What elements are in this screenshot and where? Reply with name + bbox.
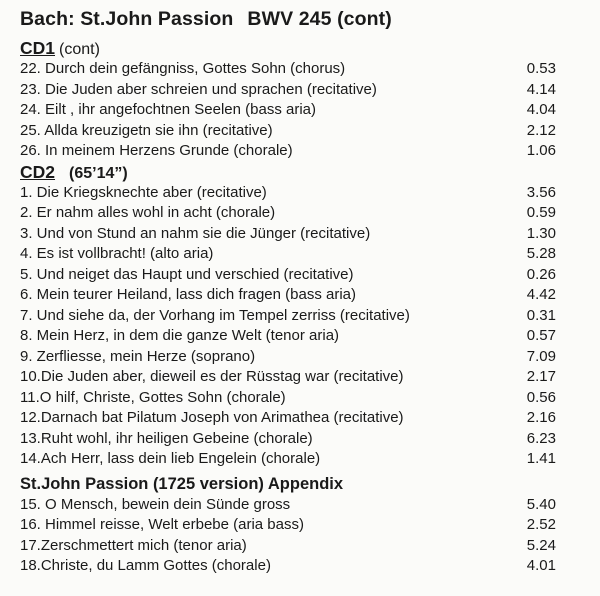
track-duration: 1.06 — [526, 142, 556, 159]
track-duration: 2.16 — [526, 409, 556, 426]
track-title: 3. Und von Stund an nahm sie die Jünger (recitative) — [20, 224, 371, 242]
track-duration: 7.09 — [526, 347, 556, 365]
track-row — [20, 449, 556, 470]
cd1-heading — [20, 38, 556, 59]
track-row — [20, 429, 556, 450]
track-row — [20, 244, 556, 265]
track-duration: 2.12 — [526, 121, 556, 139]
track-title: 9. Zerfliesse, mein Herze (soprano) — [20, 347, 256, 365]
track-title: 18.Christe, du Lamm Gottes (chorale) — [20, 557, 271, 574]
track-duration: 1.41 — [526, 450, 556, 467]
track-row — [20, 183, 556, 204]
title-text: Bach: St.John Passion — [20, 8, 234, 30]
track-title: 24. Eilt , ihr angefochtnen Seelen (bass aria) — [20, 101, 317, 118]
cd2-track-list — [20, 183, 556, 470]
track-duration: 4.04 — [526, 101, 556, 118]
track-title: 12.Darnach bat Pilatum Joseph von Arimathea (recitative) — [20, 409, 404, 426]
track-row — [20, 515, 556, 536]
track-duration: 5.28 — [526, 245, 556, 262]
track-duration: 4.42 — [526, 286, 556, 303]
track-row — [20, 59, 556, 80]
track-row — [20, 80, 556, 101]
track-title: 22. Durch dein gefängniss, Gottes Sohn (chorus) — [20, 60, 346, 77]
track-row — [20, 141, 556, 162]
track-row — [20, 100, 556, 121]
track-title: 17.Zerschmettert mich (tenor aria) — [20, 536, 247, 554]
track-duration: 0.26 — [526, 265, 556, 283]
track-title: 2. Er nahm alles wohl in acht (chorale) — [20, 204, 276, 221]
cd2-label: CD2 — [20, 161, 56, 182]
track-row — [20, 265, 556, 286]
track-row — [20, 495, 556, 516]
track-title: 10.Die Juden aber, dieweil es der Rüsstag war (recitative) — [20, 368, 404, 385]
track-duration: 1.30 — [526, 224, 556, 242]
track-title: 7. Und siehe da, der Vorhang im Tempel zerriss (recitative) — [20, 306, 410, 324]
appendix-heading: St.John Passion (1725 version) Appendix — [20, 474, 344, 493]
track-title: 13.Ruht wohl, ihr heiligen Gebeine (chorale) — [20, 429, 313, 447]
track-duration: 5.24 — [526, 536, 556, 554]
track-duration: 4.01 — [526, 557, 556, 574]
track-title: 14.Ach Herr, lass dein lieb Engelein (chorale) — [20, 450, 321, 467]
cd1-label: CD1 — [20, 38, 56, 58]
track-duration: 0.59 — [526, 204, 556, 221]
track-title: 25. Allda kreuzigetn sie ihn (recitative) — [20, 121, 273, 139]
track-duration: 0.31 — [526, 306, 556, 324]
track-duration: 4.14 — [526, 80, 556, 98]
track-row — [20, 536, 556, 557]
cd2-subtitle: (65’14”) — [69, 164, 128, 182]
track-duration: 0.57 — [526, 327, 556, 344]
cd1-track-list — [20, 59, 556, 162]
cd1-subtitle: (cont) — [59, 41, 100, 58]
track-duration: 0.56 — [526, 388, 556, 406]
track-title: 4. Es ist vollbracht! (alto aria) — [20, 245, 214, 262]
track-title: 6. Mein teurer Heiland, lass dich fragen (bass aria) — [20, 286, 356, 303]
track-row — [20, 347, 556, 368]
track-title: 26. In meinem Herzens Grunde (chorale) — [20, 142, 293, 159]
page-title — [20, 6, 556, 32]
track-row — [20, 326, 556, 347]
track-row — [20, 203, 556, 224]
track-duration: 2.17 — [526, 368, 556, 385]
track-row — [20, 224, 556, 245]
cd2-heading — [20, 162, 556, 183]
track-duration: 2.52 — [526, 516, 556, 533]
title-bwv: BWV 245 (cont) — [247, 8, 392, 30]
track-title: 15. O Mensch, bewein dein Sünde gross — [20, 495, 291, 513]
track-duration: 5.40 — [526, 495, 556, 513]
track-row — [20, 367, 556, 388]
track-title: 1. Die Kriegsknechte aber (recitative) — [20, 183, 267, 201]
track-title: 11.O hilf, Christe, Gottes Sohn (chorale) — [20, 388, 286, 406]
track-row — [20, 306, 556, 327]
track-title: 5. Und neiget das Haupt und verschied (recitative) — [20, 265, 354, 283]
track-duration: 0.53 — [526, 60, 556, 77]
track-row — [20, 408, 556, 429]
track-row — [20, 556, 556, 577]
track-title: 23. Die Juden aber schreien und sprachen (recitative) — [20, 80, 377, 98]
track-row — [20, 285, 556, 306]
track-duration: 6.23 — [526, 429, 556, 447]
track-row — [20, 388, 556, 409]
track-row — [20, 121, 556, 142]
track-duration: 3.56 — [526, 183, 556, 201]
track-title: 16. Himmel reisse, Welt erbebe (aria bass) — [20, 516, 304, 533]
appendix-track-list — [20, 495, 556, 577]
track-title: 8. Mein Herz, in dem die ganze Welt (tenor aria) — [20, 327, 340, 344]
